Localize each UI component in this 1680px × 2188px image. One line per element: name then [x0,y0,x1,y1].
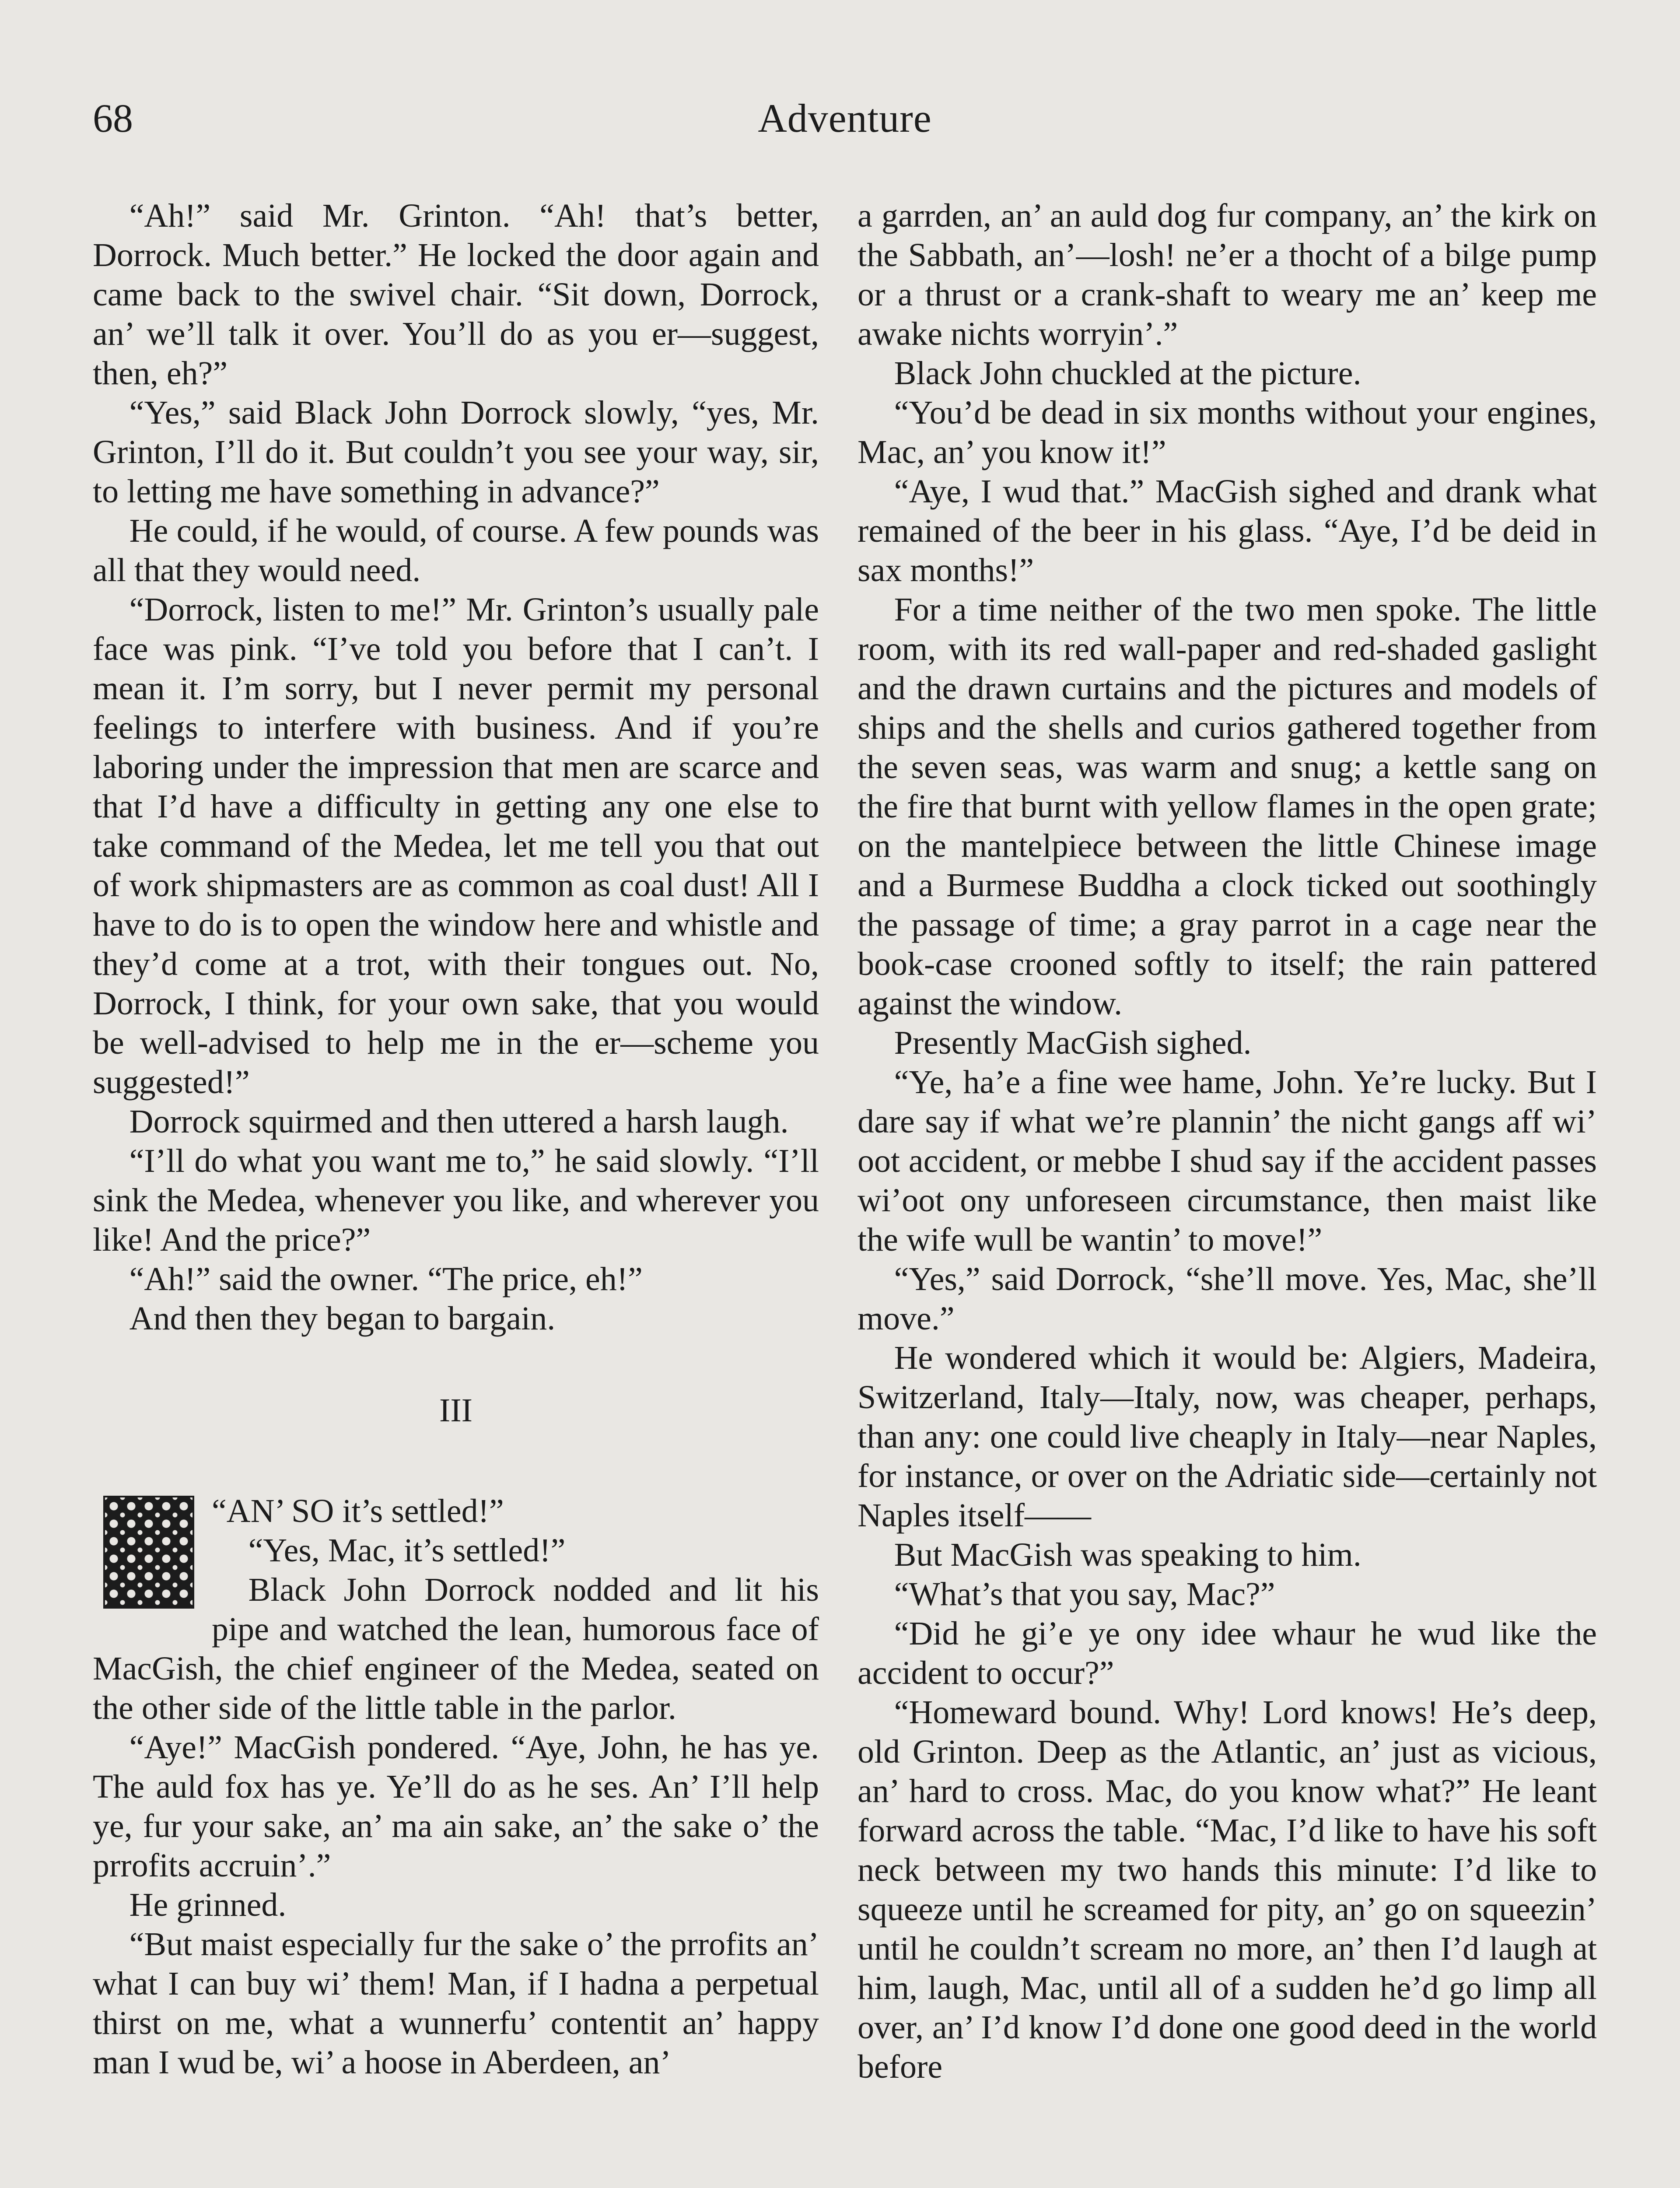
paragraph: a garrden, an’ an auld dog fur company, an’ the kirk on the Sabbath, an’—losh! ne’er a thocht of a bilge pump or a thrust or a crank-shaft to weary me an’ keep me awake nichts worryin’.” [858,197,1597,352]
paragraph: “Yes,” said Dorrock, “she’ll move. Yes, Mac, she’ll move.” [858,1261,1597,1337]
paragraph: “Ah!” said Mr. Grinton. “Ah! that’s better, Dorrock. Much better.” He locked the door again and came back to the swivel chair. “Sit down, Dorrock, an’ we’ll talk it over. You’ll do as you er—suggest, then, eh?” [93,197,819,392]
paragraph: Black John Dorrock nodded and lit his pipe and watched the lean, humorous face of MacGish, the chief engineer of the Medea, seated on the other side of the little table in the parlor. [93,1571,819,1726]
paragraph: “Aye, I wud that.” MacGish sighed and drank what remained of the beer in his glass. “Aye, I’d be deid in sax months!” [858,473,1597,589]
paragraph: Black John chuckled at the picture. [894,355,1362,392]
right-column-paragraphs [858,196,1597,2086]
page-number: 68 [93,96,133,140]
paragraph: He grinned. [129,1886,287,1923]
paragraph: Dorrock squirmed and then uttered a harsh laugh. [129,1103,789,1140]
paragraph: He could, if he would, of course. A few pounds was all that they would need. [93,512,819,589]
paragraph: “Homeward bound. Why! Lord knows! He’s deep, old Grinton. Deep as the Atlantic, an’ just as vicious, an’ hard to cross. Mac, do you know what?” He leant forward across the table. “Mac, I’d like to have his soft neck between my two hands this minute: I’d like to squeeze until he screamed for pity, an’ go on squeezin’ until he couldn’t scream no more, an’ then I’d laugh at him, laugh, Mac, until all of a sudden he’d go limp all over, an’ I’d know I’d done one good deed in the world before [858,1694,1597,2085]
paragraph: “You’d be dead in six months without your engines, Mac, an’ you know it!” [858,394,1597,470]
running-head: Adventure [758,96,932,140]
paragraph: “Dorrock, listen to me!” Mr. Grinton’s usually pale face was pink. “I’ve told you before that I can’t. I mean it. I’m sorry, but I never permit my personal feelings to interfere with business. And if you’re laboring under the impression that men are scarce and that I’d have a difficulty in getting any one else to take command of the Medea, let me tell you that out of work shipmasters are as common as coal dust! All I have to do is to open the window here and whistle and they’d come at a trot, with their tongues out. No, Dorrock, I think, for your own sake, that you would be well-advised to help me in the er—scheme you suggested!” [93,591,819,1101]
paragraph: He wondered which it would be: Algiers, Madeira, Switzerland, Italy—Italy, now, was cheaper, perhaps, than any: one could live cheaply in Italy—near Naples, for instance, or over on the Adriatic side—certainly not Naples itself—— [858,1339,1597,1534]
paragraph: Presently MacGish sighed. [894,1024,1252,1061]
paragraph: For a time neither of the two men spoke. The little room, with its red wall-paper and red-shaded gaslight and the drawn curtains and the pictures and models of ships and the shells and curios gathered together from the seven seas, was warm and snug; a kettle sang on the fire that burnt with yellow flames in the open grate; on the mantelpiece between the little Chinese image and a Burmese Buddha a clock ticked out soothingly the passage of time; a gray parrot in a cage near the book-case crooned softly to itself; the rain pattered against the window. [858,591,1597,1022]
paragraph: “Ye, ha’e a fine wee hame, John. Ye’re lucky. But I dare say if what we’re plannin’ the nicht gangs aff wi’ oot accident, or mebbe I shud say if the accident passes wi’oot ony unforeseen circumstance, then maist like the wife wull be wantin’ to move!” [858,1064,1597,1258]
left-column [93,196,819,2082]
paragraph: “Did he gi’e ye ony idee whaur he wud like the accident to occur?” [858,1615,1597,1691]
page-header [93,90,1597,147]
paragraph: And then they began to bargain. [129,1300,556,1337]
left-column-paragraphs [93,196,819,1338]
paragraph: But MacGish was speaking to him. [894,1536,1362,1573]
right-column [858,196,1597,2086]
drop-cap-ornament-icon [103,1496,194,1609]
drop-paragraph: “AN’ SO it’s settled!” [212,1493,504,1529]
paragraph: “Yes,” said Black John Dorrock slowly, “yes, Mr. Grinton, I’ll do it. But couldn’t you see your way, sir, to letting me have something in advance?” [93,394,819,510]
paragraph: “Aye!” MacGish pondered. “Aye, John, he has ye. The auld fox has ye. Ye’ll do as he ses. An’ I’ll help ye, fur your sake, an’ ma ain sake, an’ the sake o’ the prrofits accruin’.” [93,1729,819,1884]
left-column-paragraphs-after [93,1531,819,2082]
paragraph: “What’s that you say, Mac?” [894,1576,1275,1613]
paragraph: “I’ll do what you want me to,” he said slowly. “I’ll sink the Medea, whenever you like, and wherever you like! And the price?” [93,1143,819,1258]
section-opening [93,1491,819,2082]
paragraph: “Yes, Mac, it’s settled!” [248,1532,566,1569]
paragraph: “Ah!” said the owner. “The price, eh!” [129,1261,643,1297]
paragraph: “But maist especially fur the sake o’ the prrofits an’ what I can buy wi’ them! Man, if I hadna a perpetual thirst on me, what a wunnerfu’ contentit an’ happy man I wud be, wi’ a hoose in Aberdeen, an’ [93,1926,819,2081]
section-number: III [439,1392,472,1429]
